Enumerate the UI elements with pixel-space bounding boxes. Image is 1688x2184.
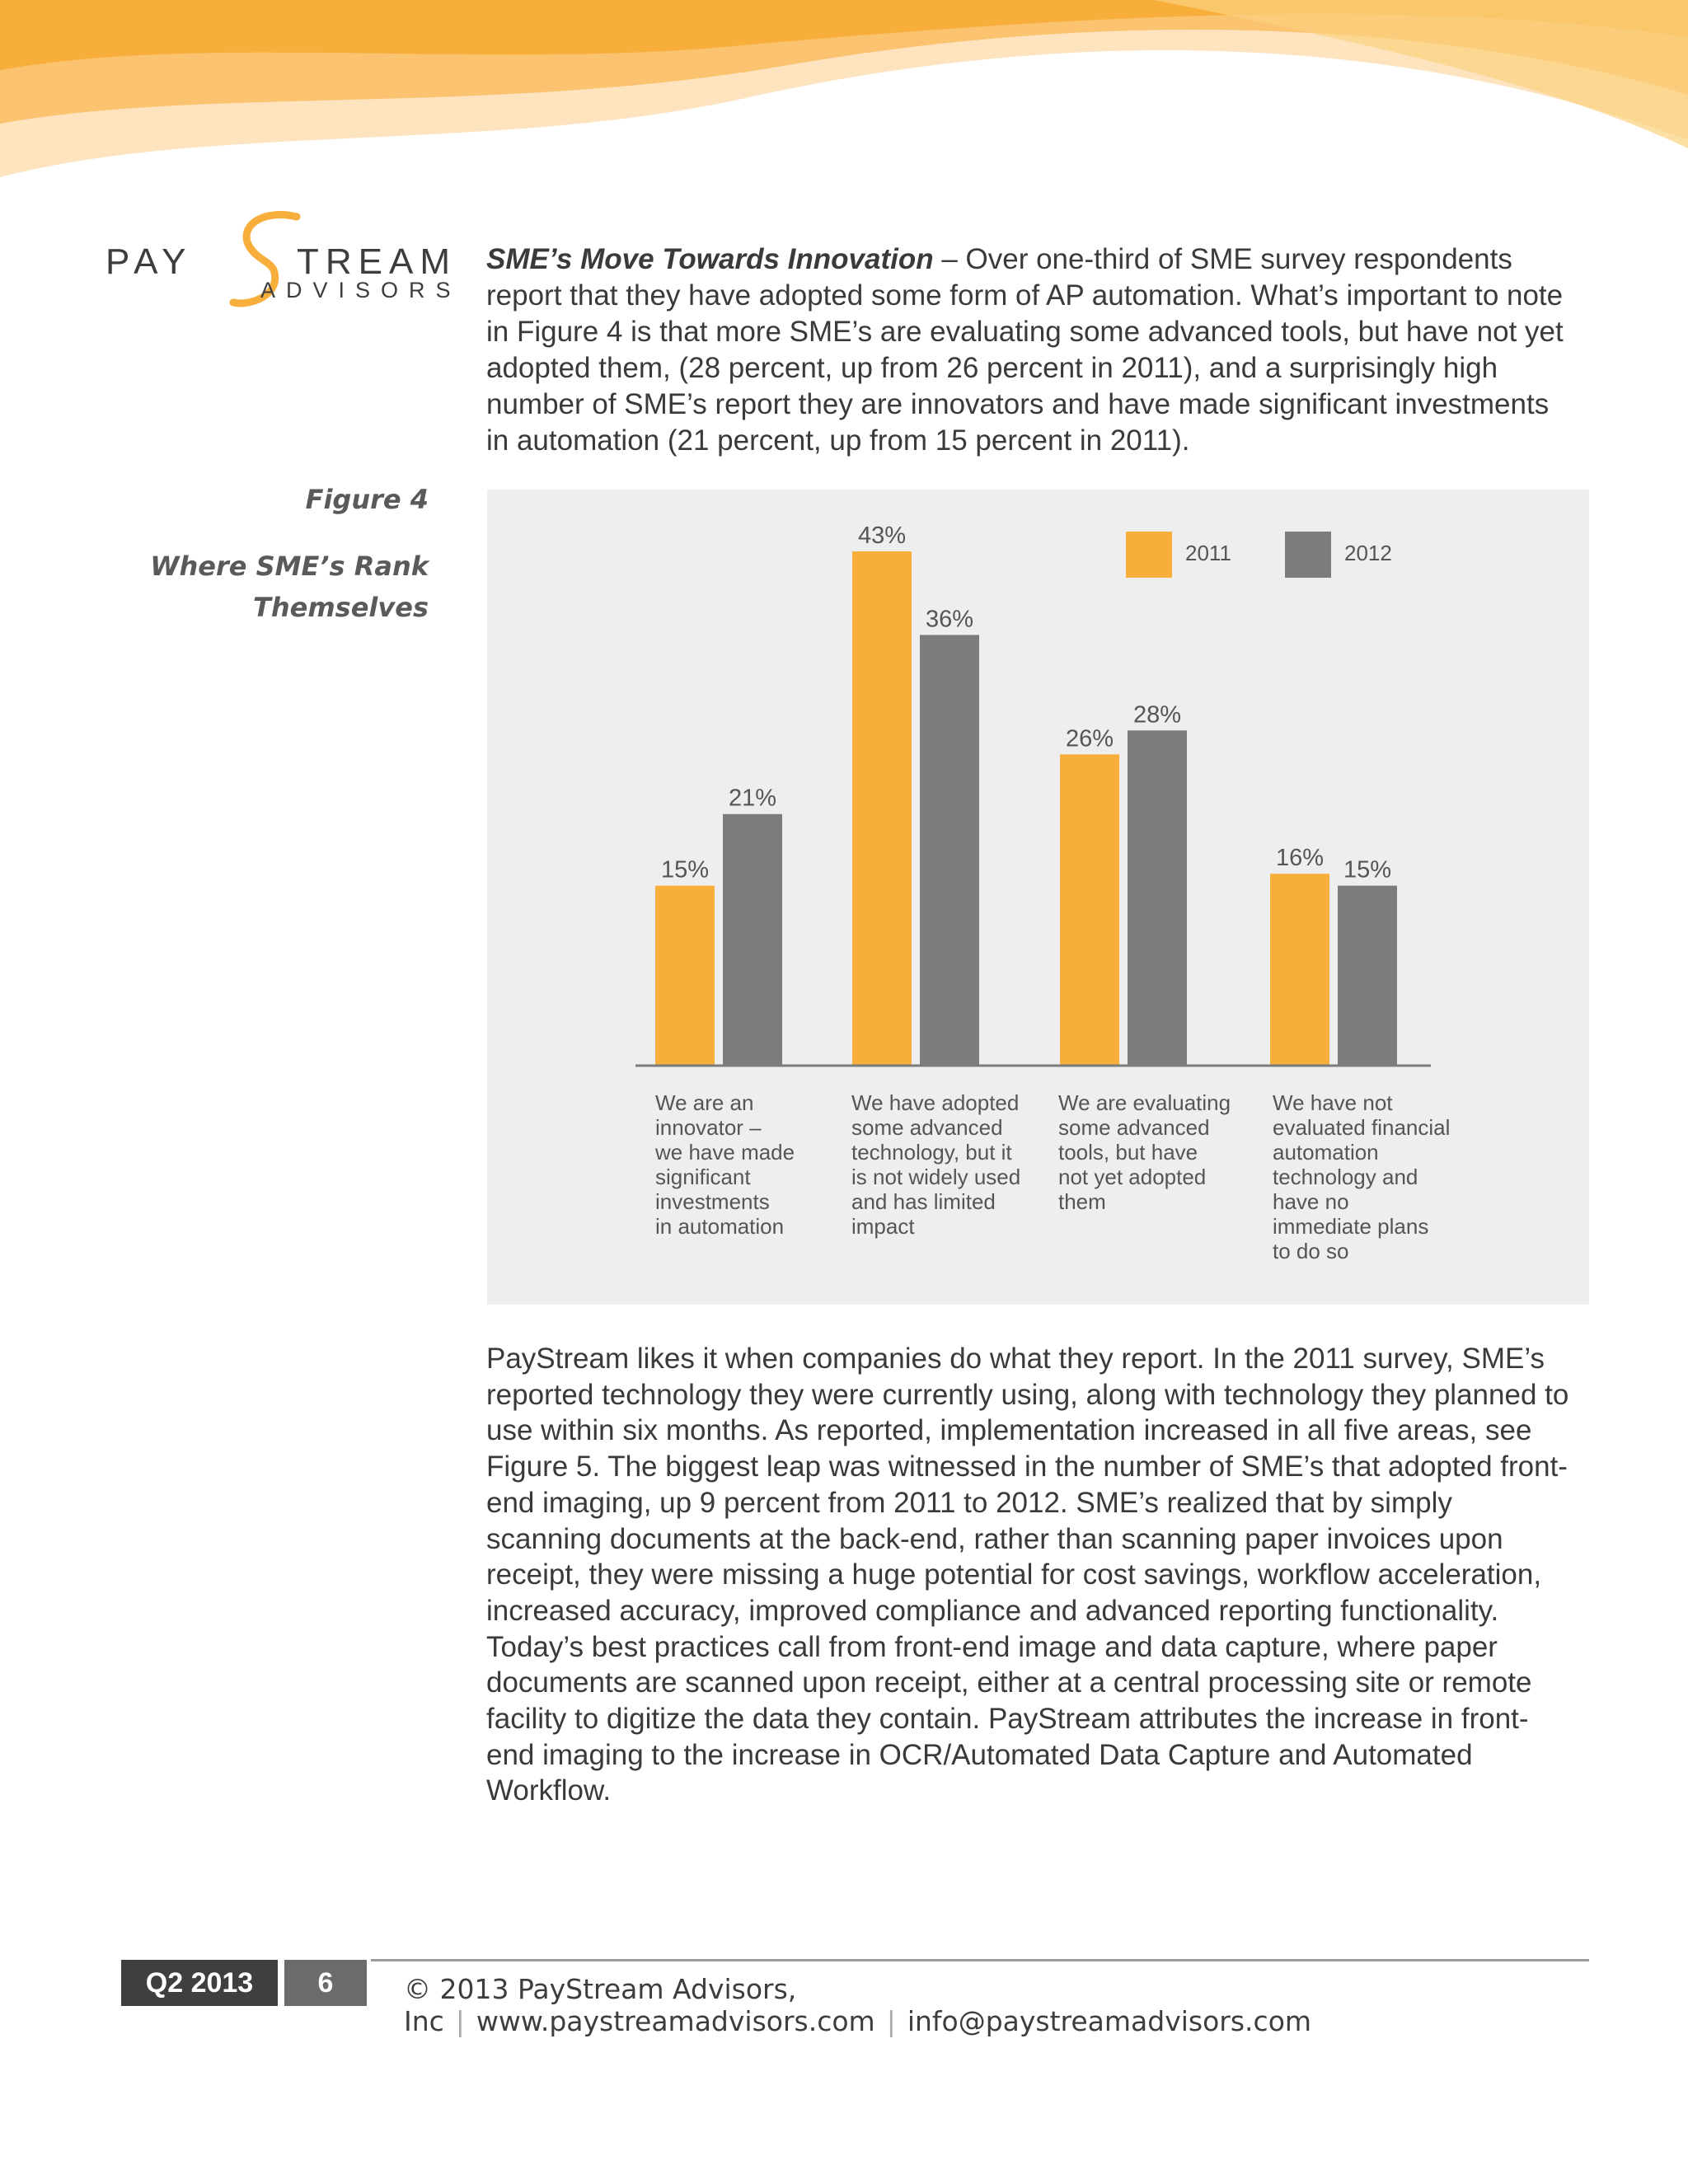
figure-4-chart: [487, 490, 1589, 1305]
legend-label-2012: 2012: [1344, 541, 1392, 565]
bar-value-label: 28%: [1132, 701, 1182, 729]
legend-label-2011: 2011: [1185, 541, 1231, 565]
intro-text: – Over one-third of SME survey respondents report that they have adopted some form of AP automation. What’s important to note in Figure 4 is that more SME’s are evaluating some advanced tools, but have not yet adopted them, (28 percent, up from 26 percent in 2011), and a surprisingly high number of SME’s report they are innovators and have made significant investments in automation (21 percent, up from 15 percent in 2011).: [486, 243, 1564, 457]
footer-separator: |: [886, 2005, 896, 2037]
body-paragraph: PayStream likes it when companies do what they report. In the 2011 survey, SME’s reported technology they were currently using, along with technology they planned to use within six months. As reported, implementation increased in all five areas, see Figure 5. The biggest leap was witnessed in the number of SME’s that adopted front-end imaging, up 9 percent from 2011 to 2012. SME’s realized that by simply scanning documents at the back-end, rather than scanning paper invoices upon receipt, they were missing a huge potential for cost savings, workflow acceleration, increased accuracy, improved compliance and advanced reporting functionality. Today’s best practices call from front-end image and data capture, where paper documents are scanned upon receipt, either at a central processing site or remote facility to digitize the data they contain. PayStream attributes the increase in front-end imaging to the increase in OCR/Automated Data Capture and Automated Workflow.: [486, 1343, 1569, 1807]
footer-separator: |: [455, 2005, 465, 2037]
figure-label: Figure 4: [305, 484, 429, 515]
bar-2011-4: [1270, 874, 1329, 1065]
header-wave-banner: [0, 0, 1688, 190]
bar-2011-1: [655, 886, 715, 1065]
figure-title-line-1: Where SME’s Rank: [150, 551, 429, 582]
bar-2012-4: [1338, 886, 1397, 1065]
legend-swatch-2011: [1126, 532, 1172, 578]
bar-2012-3: [1128, 730, 1187, 1065]
category-label-1: We are an innovator – we have made significant investments in automation: [655, 1090, 795, 1239]
bar-2011-3: [1060, 754, 1119, 1065]
logo-text-tream: TREAM: [297, 241, 457, 282]
bar-value-label: 15%: [660, 856, 710, 883]
legend-swatch-2012: [1285, 532, 1331, 578]
bar-value-label: 26%: [1065, 725, 1114, 752]
footer-email-link[interactable]: info@paystreamadvisors.com: [907, 2005, 1312, 2037]
bar-value-label: 21%: [728, 785, 777, 812]
bar-value-label: 43%: [857, 523, 907, 549]
bar-2011-2: [852, 551, 912, 1065]
footer-divider: [371, 1959, 1589, 1961]
bar-value-label: 15%: [1343, 856, 1392, 883]
intro-heading: SME’s Move Towards Innovation: [486, 243, 934, 275]
category-label-3: We are evaluating some advanced tools, but have not yet adopted them: [1058, 1090, 1231, 1214]
figure-title-line-2: Themselves: [253, 592, 429, 623]
bar-2012-2: [920, 635, 979, 1065]
footer-website-link[interactable]: www.paystreamadvisors.com: [476, 2005, 875, 2037]
paystream-logo: [106, 210, 462, 313]
footer-page-number: 6: [284, 1960, 367, 2006]
footer-quarter-badge: Q2 2013: [121, 1960, 278, 2006]
bar-value-label: 16%: [1275, 845, 1325, 872]
intro-paragraph: [486, 241, 1574, 459]
footer-contact: [404, 1973, 1688, 2037]
logo-text-advisors: ADVISORS: [260, 278, 462, 302]
category-label-2: We have adopted some advanced technology, but it is not widely used and has limited impact: [851, 1090, 1021, 1239]
figure-title: [150, 546, 429, 628]
footer-copyright: © 2013 PayStream Advisors, Inc: [404, 1973, 797, 2037]
category-label-4: We have not evaluated financial automation technology and have no immediate plans to do so: [1273, 1090, 1451, 1263]
bar-value-label: 36%: [925, 606, 974, 633]
logo-text-pay: PAY: [106, 241, 193, 282]
bar-2012-1: [723, 814, 782, 1065]
